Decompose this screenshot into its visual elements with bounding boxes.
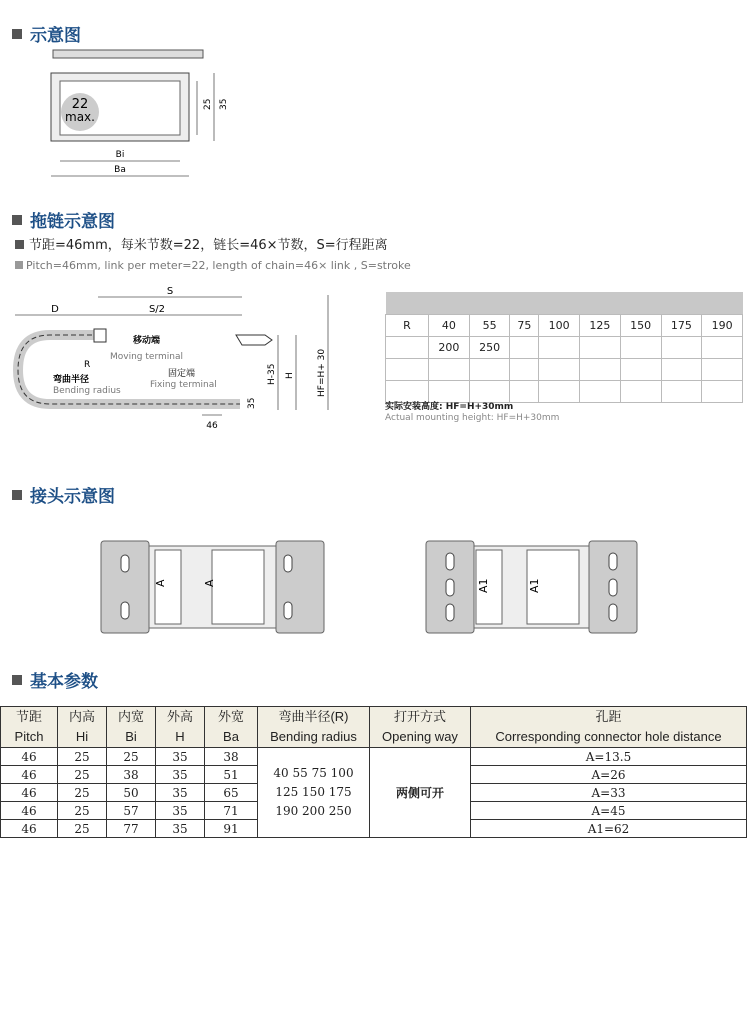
dim-a1: A1	[528, 578, 541, 593]
dim-a: A	[203, 579, 216, 587]
fixing-terminal-en: Fixing terminal	[150, 380, 217, 390]
dim-25: 25	[203, 98, 213, 110]
dim-s: S	[166, 286, 174, 297]
dim-hf: HF=H+ 30	[317, 348, 327, 397]
dim-46: 46	[206, 421, 218, 431]
radius-r: R	[84, 360, 91, 370]
connector-a1-diagram	[425, 538, 639, 636]
hole-distance-cell: A=33	[471, 784, 747, 802]
hole-distance-cell: A=13.5	[471, 748, 747, 766]
mount-note-cn: 实际安装高度: HF=H+30mm	[385, 402, 514, 412]
height-row	[386, 337, 743, 359]
chain-body	[18, 335, 240, 404]
dim-h35: H-35	[267, 363, 277, 385]
dim-a1: A1	[477, 578, 490, 593]
table-row: 46 25 50 35 65 A=33	[1, 784, 747, 802]
moving-terminal-bracket	[236, 335, 272, 345]
bullet-square-icon	[12, 675, 22, 685]
r-label: R	[386, 315, 429, 337]
section-title: 示意图	[30, 26, 81, 46]
table-row: 46 25 38 35 51 A=26	[1, 766, 747, 784]
dim-s2: S/2	[148, 304, 166, 315]
slot-hole	[284, 555, 292, 572]
bending-radius-en: Bending radius	[53, 386, 121, 396]
bullet-square-icon	[15, 261, 23, 269]
dim-a: A	[154, 579, 167, 587]
section-schematic	[12, 21, 81, 46]
radius-table	[385, 292, 743, 403]
section-basic-params	[12, 667, 98, 692]
bullet-square-icon	[12, 29, 22, 39]
dim-35: 35	[219, 98, 229, 110]
slot-hole	[121, 555, 129, 572]
section-connector-schematic	[12, 482, 115, 507]
dim-d: D	[51, 304, 59, 315]
params-header-row	[1, 707, 747, 748]
r-cell: 125	[580, 315, 621, 337]
h-cell: 250	[469, 337, 510, 359]
chain-info-en: Pitch=46mm, link per meter=22, length of chain=46× link , S=stroke	[15, 259, 411, 272]
radius-row	[386, 315, 743, 337]
r-cell: 100	[539, 315, 580, 337]
max-number: 22	[71, 97, 89, 112]
section-title: 拖链示意图	[30, 212, 115, 232]
fixing-terminal-cn: 固定端	[168, 369, 196, 379]
slot-hole	[121, 602, 129, 619]
hole-distance-cell: A=26	[471, 766, 747, 784]
slot-hole	[284, 602, 292, 619]
moving-end-bracket	[94, 329, 106, 342]
r-cell: 175	[661, 315, 702, 337]
section-title: 基本参数	[30, 672, 98, 692]
dim-35: 35	[247, 397, 257, 409]
slot-hole	[609, 579, 617, 596]
slot-hole	[446, 579, 454, 596]
table-row: 46 25 77 35 91 A1=62	[1, 820, 747, 838]
hole-distance-cell: A=45	[471, 802, 747, 820]
slot-hole	[609, 553, 617, 570]
max-label: max.	[65, 110, 95, 124]
col-header: 外宽 Ba	[205, 707, 258, 748]
bending-radius-cn: 弯曲半径	[53, 375, 90, 385]
slot-hole	[446, 604, 454, 621]
bullet-square-icon	[15, 240, 24, 249]
col-header: 孔距 Corresponding connector hole distance	[471, 707, 747, 748]
r-cell: 190	[702, 315, 743, 337]
section-chain-schematic	[12, 207, 115, 232]
hole-distance-cell: A1=62	[471, 820, 747, 838]
r-cell: 150	[620, 315, 661, 337]
chain-side-view-diagram	[10, 285, 350, 435]
bending-radius-cell: 40 55 75 100 125 150 175 190 200 250	[258, 748, 370, 838]
params-table	[0, 706, 747, 838]
cover-plate	[53, 50, 203, 58]
section-title: 接头示意图	[30, 487, 115, 507]
moving-terminal-cn: 移动端	[133, 336, 161, 346]
table-row: 46 25 57 35 71 A=45	[1, 802, 747, 820]
link-window	[212, 550, 264, 624]
chain-info-cn: 节距=46mm，每米节数=22，链长=46×节数，S=行程距离	[15, 234, 388, 253]
col-header: 内宽 Bi	[107, 707, 156, 748]
col-header: 弯曲半径(R) Bending radius	[258, 707, 370, 748]
col-header: 外高 H	[156, 707, 205, 748]
dim-h: H	[285, 372, 295, 379]
cross-section-diagram	[40, 48, 240, 188]
connector-a-diagram	[100, 538, 326, 636]
r-cell: 55	[469, 315, 510, 337]
col-header: 打开方式 Opening way	[370, 707, 471, 748]
r-cell: 75	[510, 315, 539, 337]
bullet-square-icon	[12, 215, 22, 225]
slot-hole	[446, 553, 454, 570]
slot-hole	[609, 604, 617, 621]
mount-note-en: Actual mounting height: HF=H+30mm	[385, 413, 560, 423]
table-row: 46 25 25 35 38 40 55 75 100 125 150 175 190 200 250 两侧可开 A=13.5	[1, 748, 747, 766]
opening-way-cell: 两侧可开	[370, 748, 471, 838]
dim-ba: Ba	[114, 165, 126, 175]
connector-plate	[276, 541, 324, 633]
dim-bi: Bi	[115, 150, 125, 160]
r-cell: 40	[429, 315, 470, 337]
col-header: 内高 Hi	[58, 707, 107, 748]
col-header: 节距 Pitch	[1, 707, 58, 748]
bullet-square-icon	[12, 490, 22, 500]
h-cell: 200	[429, 337, 470, 359]
chain-links	[18, 335, 240, 404]
moving-terminal-en: Moving terminal	[110, 352, 183, 362]
